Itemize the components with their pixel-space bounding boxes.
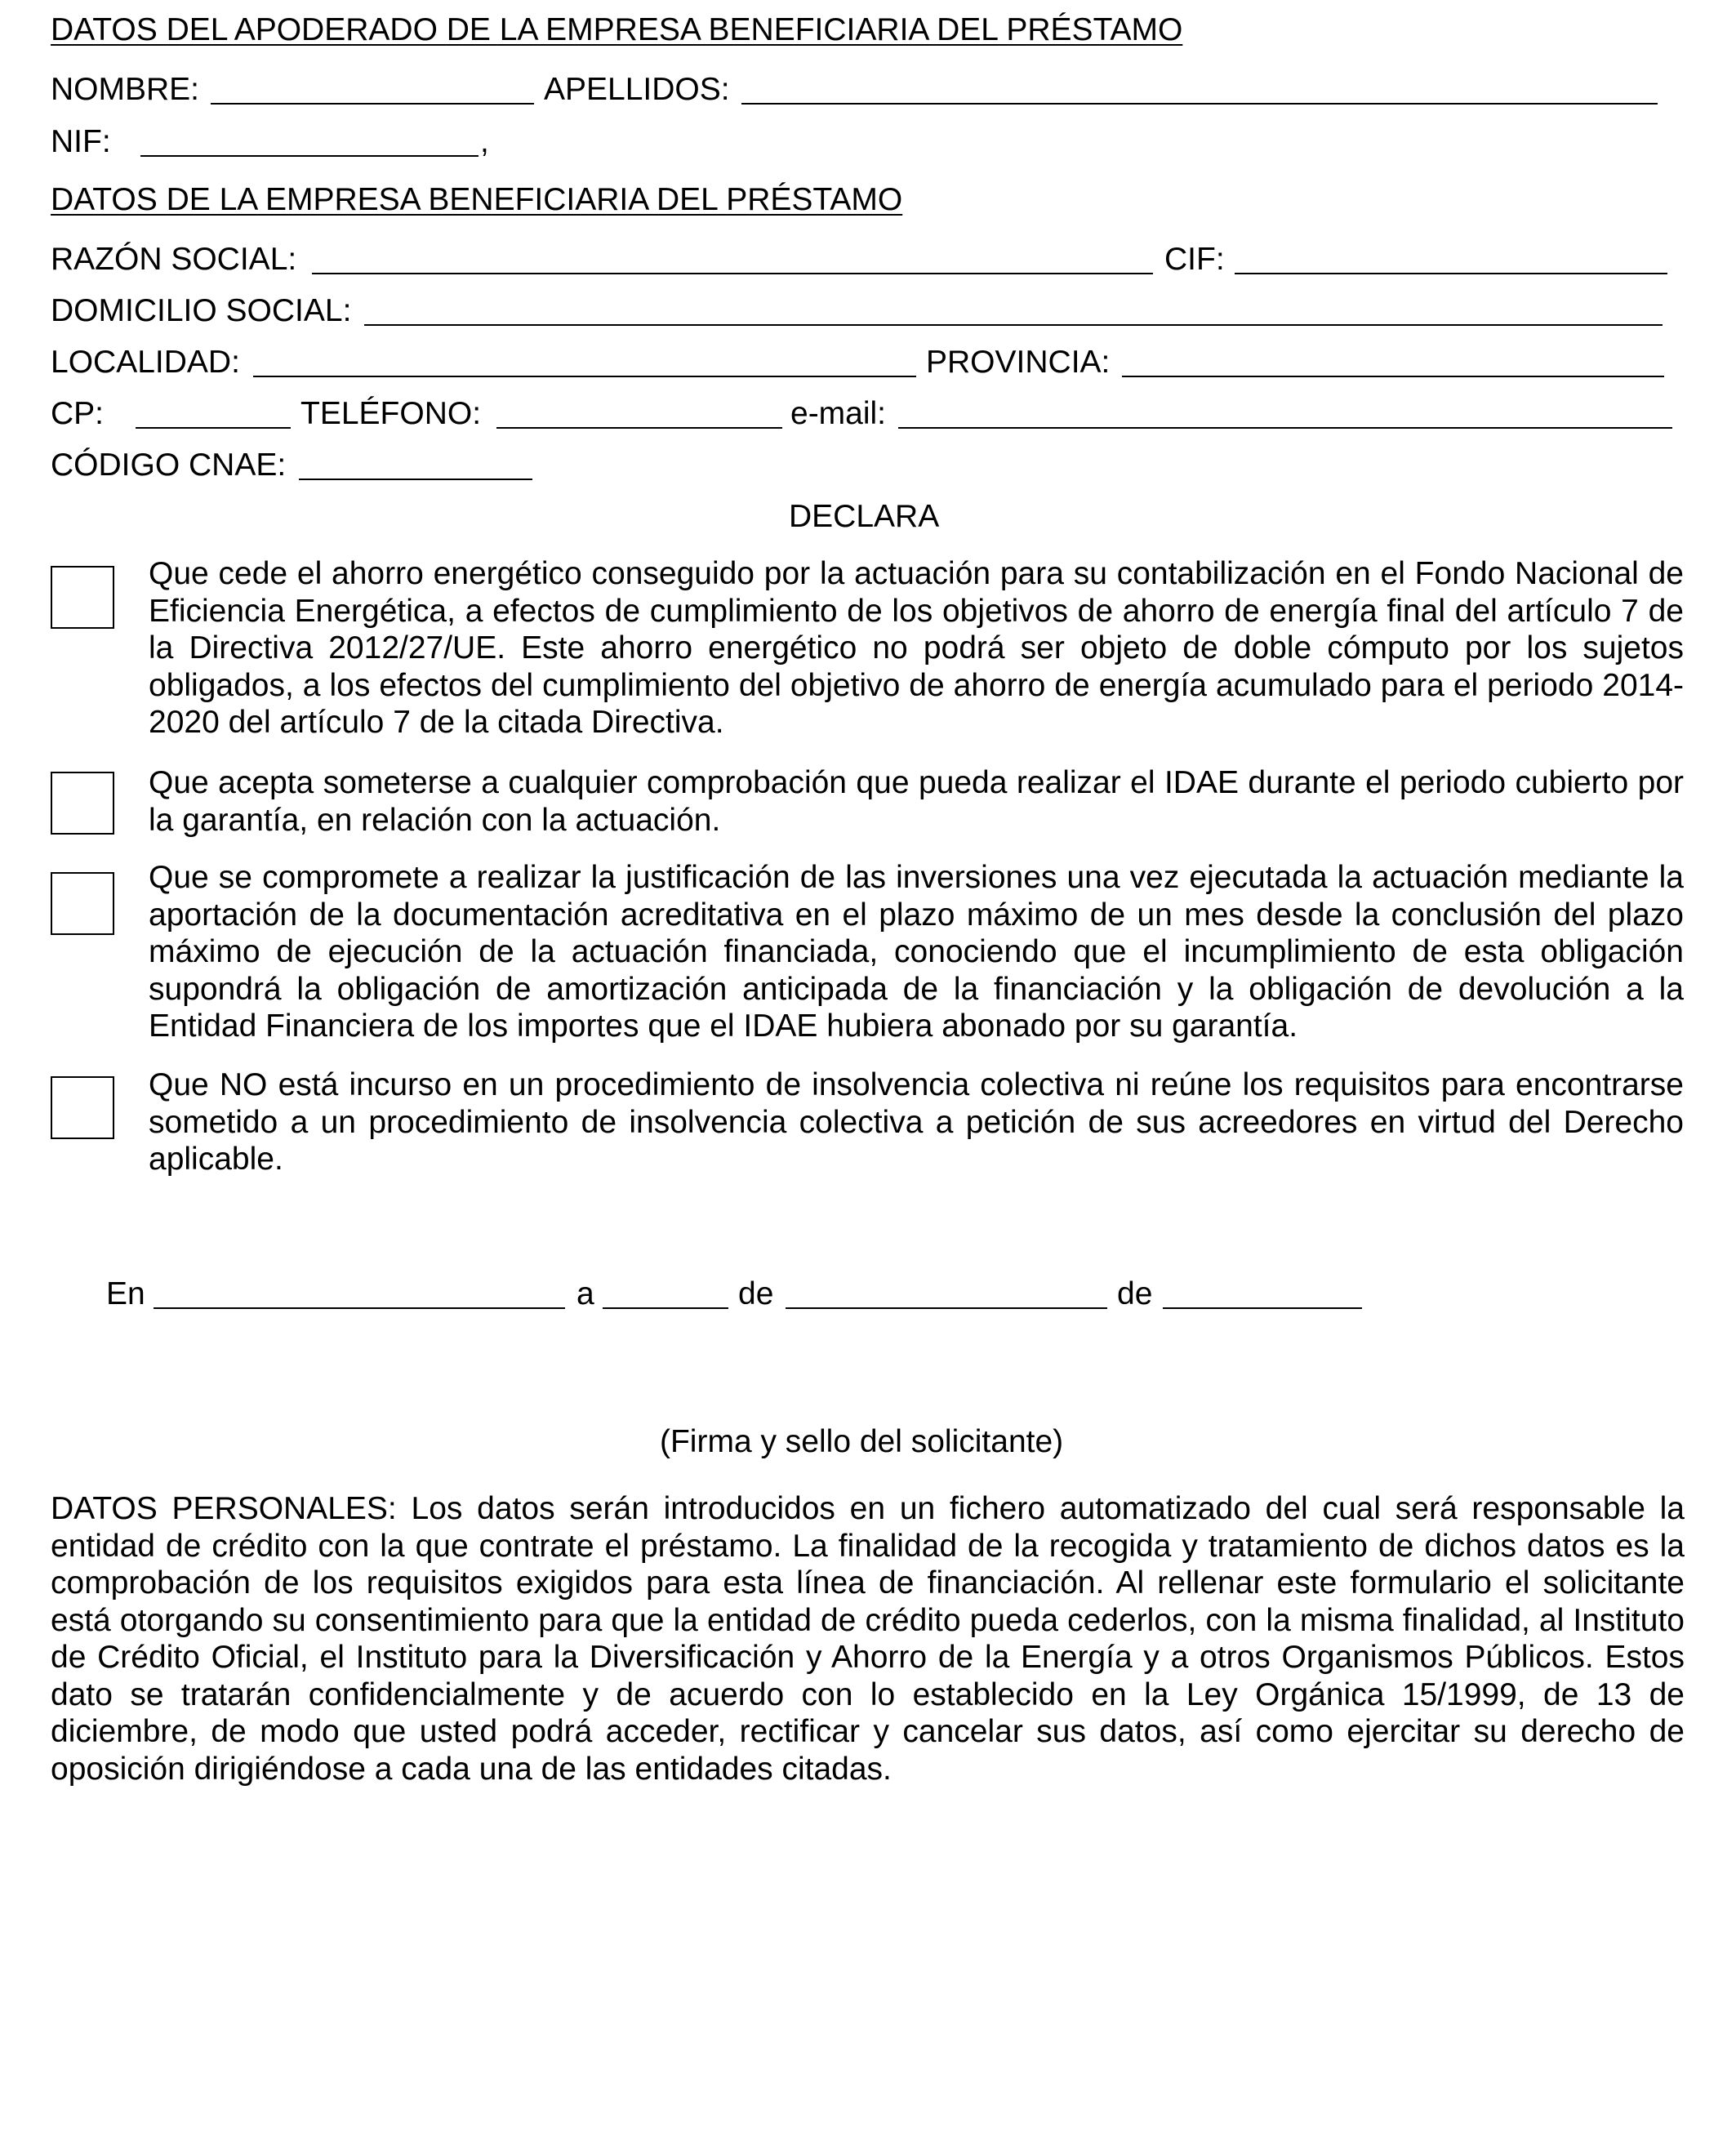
apellidos-label: APELLIDOS: <box>544 72 730 107</box>
fecha-de-label-2: de <box>1117 1276 1153 1311</box>
declara-checkbox-2[interactable] <box>51 772 114 835</box>
declara-item-4: Que NO está incurso en un procedimiento de insolvencia colectiva ni reúne los requisitos para encontrarse sometido a un procedimiento de insolvencia colectiva a petición de sus acreedores en virtud del Derecho aplicable. <box>149 1067 1684 1177</box>
razon-social-label: RAZÓN SOCIAL: <box>51 242 297 277</box>
cif-field[interactable] <box>1235 273 1667 274</box>
fecha-en-label: En <box>106 1276 145 1311</box>
cp-field[interactable] <box>136 427 291 429</box>
firma-label: (Firma y sello del solicitante) <box>660 1424 1064 1459</box>
apellidos-field[interactable] <box>741 103 1658 105</box>
telefono-field[interactable] <box>496 427 782 429</box>
nombre-label: NOMBRE: <box>51 72 200 107</box>
fecha-de-label-1: de <box>738 1276 774 1311</box>
datos-personales-text: DATOS PERSONALES: Los datos serán introducidos en un fichero automatizado del cual será responsable la entidad de crédito con la que contrate el préstamo. La finalidad de la recogida y tratamiento de dichos datos es la comprobación de los requisitos exigidos para esta línea de financiación. Al rellenar este formulario el solicitante está otorgando su consentimiento para que la entidad de crédito pueda cederlos, con la misma finalidad, al Instituto de Crédito Oficial, el Instituto para la Diversificación y Ahorro de la Energía y a otros Organismos Públicos. Estos dato se tratarán confidencialmente y de acuerdo con lo establecido en la Ley Orgánica 15/1999, de 13 de diciembre, de modo que usted podrá acceder, rectificar y cancelar sus datos, así como ejercitar su derecho de oposición dirigiéndose a cada una de las entidades citadas. <box>51 1491 1685 1787</box>
cnae-label: CÓDIGO CNAE: <box>51 447 287 483</box>
localidad-label: LOCALIDAD: <box>51 345 240 380</box>
nif-label: NIF: <box>51 124 111 159</box>
cnae-field[interactable] <box>299 479 532 480</box>
email-field[interactable] <box>898 427 1672 429</box>
email-label: e-mail: <box>790 396 887 431</box>
declara-checkbox-1[interactable] <box>51 566 114 629</box>
declara-heading: DECLARA <box>789 499 940 534</box>
localidad-field[interactable] <box>253 376 916 377</box>
fecha-dia-field[interactable] <box>603 1307 728 1309</box>
declara-item-1: Que cede el ahorro energético conseguido por la actuación para su contabilización en el Fondo Nacional de Eficiencia Energética, a efectos de cumplimiento de los objetivos de ahorro de energía final del artículo 7 de la Directiva 2012/27/UE. Este ahorro energético no podrá ser objeto de doble cómputo por los sujetos obligados, a los efectos del cumplimiento del objetivo de ahorro de energía acumulado para el periodo 2014-2020 del artículo 7 de la citada Directiva. <box>149 556 1684 740</box>
fecha-lugar-field[interactable] <box>154 1307 565 1309</box>
fecha-anio-field[interactable] <box>1163 1307 1362 1309</box>
declara-checkbox-3[interactable] <box>51 872 114 935</box>
declara-item-2: Que acepta someterse a cualquier comprobación que pueda realizar el IDAE durante el periodo cubierto por la garantía, en relación con la actuación. <box>149 765 1684 838</box>
apoderado-heading: DATOS DEL APODERADO DE LA EMPRESA BENEFICIARIA DEL PRÉSTAMO <box>51 12 1183 47</box>
domicilio-label: DOMICILIO SOCIAL: <box>51 293 352 328</box>
provincia-field[interactable] <box>1122 376 1664 377</box>
telefono-label: TELÉFONO: <box>300 396 482 431</box>
cif-label: CIF: <box>1164 242 1225 277</box>
cp-label: CP: <box>51 396 105 431</box>
domicilio-field[interactable] <box>364 324 1663 326</box>
razon-social-field[interactable] <box>312 273 1153 274</box>
nif-field[interactable] <box>140 155 479 157</box>
fecha-a-label: a <box>576 1276 594 1311</box>
fecha-mes-field[interactable] <box>786 1307 1107 1309</box>
nif-suffix: , <box>480 124 489 159</box>
nombre-field[interactable] <box>211 103 534 105</box>
declara-checkbox-4[interactable] <box>51 1076 114 1139</box>
provincia-label: PROVINCIA: <box>926 345 1111 380</box>
empresa-heading: DATOS DE LA EMPRESA BENEFICIARIA DEL PRÉSTAMO <box>51 182 903 217</box>
declara-item-3: Que se compromete a realizar la justificación de las inversiones una vez ejecutada la actuación mediante la aportación de la documentación acreditativa en el plazo máximo de un mes desde la conclusión del plazo máximo de ejecución de la actuación financiada, conociendo que el incumplimiento de esta obligación supondrá la obligación de amortización anticipada de la financiación y la obligación de devolución a la Entidad Financiera de los importes que el IDAE hubiera abonado por su garantía. <box>149 860 1684 1044</box>
